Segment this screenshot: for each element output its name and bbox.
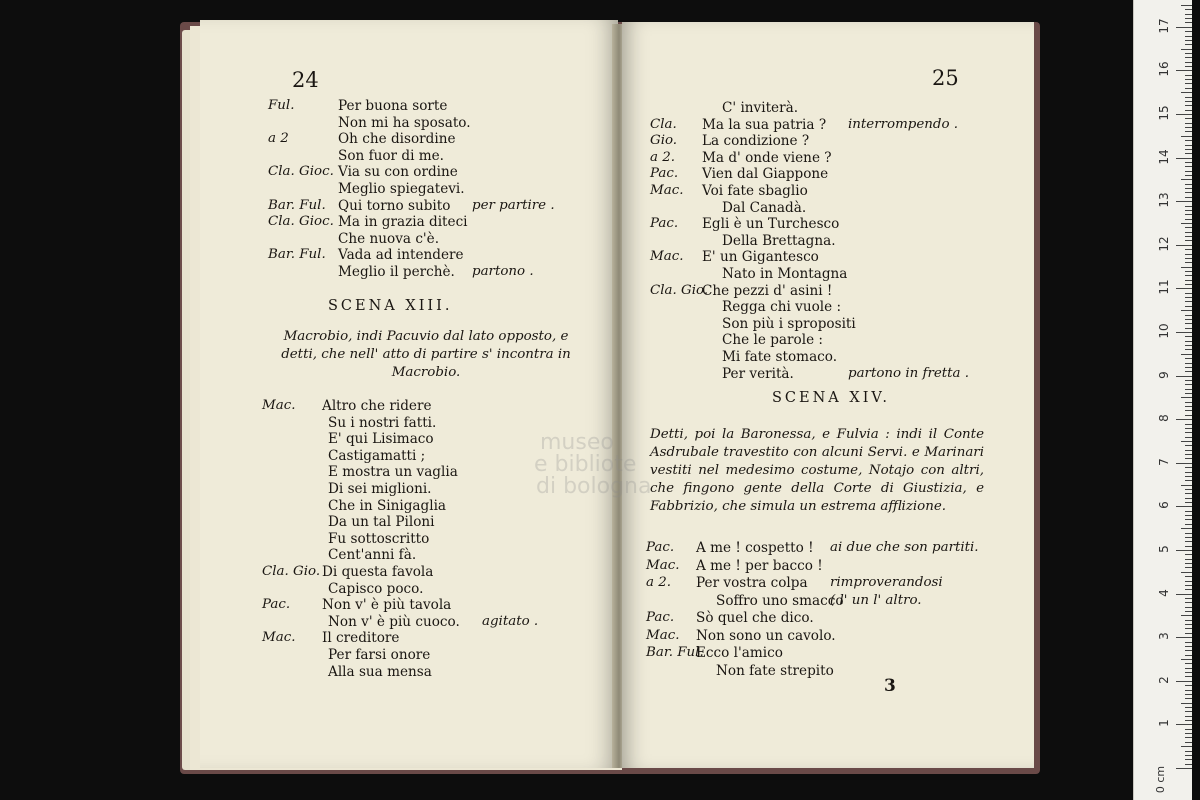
ruler-tick — [1185, 301, 1192, 302]
ruler-tick — [1185, 755, 1192, 756]
ruler-tick — [1185, 97, 1192, 98]
ruler-tick — [1185, 36, 1192, 37]
ruler-tick — [1185, 184, 1192, 185]
ruler-tick — [1185, 88, 1192, 89]
ruler-tick — [1185, 650, 1192, 651]
ruler-tick — [1181, 179, 1192, 180]
ruler-tick — [1176, 419, 1192, 420]
ruler-tick — [1185, 437, 1192, 438]
ruler-tick — [1185, 105, 1192, 106]
ruler-tick — [1185, 280, 1192, 281]
ruler-tick — [1185, 537, 1192, 538]
ruler-tick — [1181, 572, 1192, 573]
verse-line: Nato in Montagna — [722, 266, 848, 282]
verse-line: Non fate strepito — [716, 662, 834, 679]
ruler-tick — [1185, 733, 1192, 734]
ruler-number: 6 — [1157, 501, 1171, 510]
ruler-tick — [1185, 44, 1192, 45]
ruler-tick — [1185, 581, 1192, 582]
verse-line: Non v' è più tavola — [322, 597, 452, 614]
ruler-tick — [1185, 153, 1192, 154]
ruler-tick — [1185, 663, 1192, 664]
ruler-tick — [1185, 271, 1192, 272]
ruler-tick — [1185, 62, 1192, 63]
verse-line: Su i nostri fatti. — [328, 414, 437, 431]
ruler-tick — [1185, 101, 1192, 102]
ruler-tick — [1185, 410, 1192, 411]
ruler-tick — [1185, 345, 1192, 346]
speaker-label: Cla. Gioc. — [268, 164, 334, 180]
ruler-tick — [1185, 197, 1192, 198]
verse-line: Vada ad intendere — [338, 247, 464, 264]
ruler-tick — [1185, 406, 1192, 407]
verse-line: A me ! cospetto ! — [696, 540, 814, 556]
ruler-tick — [1185, 166, 1192, 167]
ruler-tick — [1181, 92, 1192, 93]
speaker-label: Mac. — [646, 627, 680, 643]
ruler-number: 4 — [1157, 588, 1171, 597]
ruler-tick — [1185, 123, 1192, 124]
verse-line: Che in Sinigaglia — [328, 497, 447, 514]
ruler-tick — [1181, 397, 1192, 398]
verse-line: Castigamatti ; — [328, 447, 426, 464]
ruler-tick — [1185, 559, 1192, 560]
right-page — [622, 22, 1034, 768]
ruler-tick — [1185, 14, 1192, 15]
verse-line: Per vostra colpa — [696, 575, 808, 591]
stage-direction-inline: ai due che son partiti. — [830, 540, 979, 555]
verse-line: Di sei miglioni. — [328, 481, 432, 497]
speaker-label: Mac. — [262, 398, 296, 413]
stage-direction-inline: agitato . — [482, 613, 539, 629]
verse-line: Egli è un Turchesco — [702, 216, 840, 233]
verse-line: Ecco l'amico — [696, 645, 783, 661]
ruler-tick — [1185, 493, 1192, 494]
ruler-tick — [1181, 703, 1192, 704]
ruler-tick — [1176, 550, 1192, 551]
ruler-tick — [1185, 127, 1192, 128]
ruler-tick — [1185, 698, 1192, 699]
ruler-tick — [1185, 589, 1192, 590]
ruler-tick — [1185, 258, 1192, 259]
ruler-tick — [1185, 611, 1192, 612]
stage-direction: Macrobio, indi Pacuvio dal lato opposto, e detti, che nell' atto di partire s' incontra in Macrobio. — [281, 329, 571, 380]
speaker-label: Cla. Gio. — [262, 564, 321, 579]
ruler-tick — [1185, 83, 1192, 84]
verse-line: Oh che disordine — [338, 131, 456, 148]
ruler-tick — [1185, 79, 1192, 80]
ruler-tick — [1176, 332, 1192, 333]
ruler-tick — [1185, 336, 1192, 337]
ruler-tick — [1185, 458, 1192, 459]
ruler-tick — [1185, 764, 1192, 765]
verse-line: Della Brettagna. — [722, 232, 836, 249]
ruler-tick — [1185, 175, 1192, 176]
speaker-label: Pac. — [646, 610, 675, 625]
verse-line: Non v' è più cuoco. — [328, 613, 460, 630]
ruler-tick — [1176, 27, 1192, 28]
speaker-label: Pac. — [650, 166, 679, 182]
verse-line: E' un Gigantesco — [702, 249, 819, 266]
speaker-label: Cla. Gio. — [650, 282, 709, 298]
verse-line: C' inviterà. — [722, 100, 799, 116]
ruler-tick — [1185, 511, 1192, 512]
verse-line: Via su con ordine — [338, 164, 458, 181]
ruler-tick — [1185, 262, 1192, 263]
verse-line: Capisco poco. — [328, 580, 424, 597]
ruler-tick — [1185, 716, 1192, 717]
stage-direction: Detti, poi la Baronessa, e Fulvia : indi il Conte Asdrubale travestito con alcuni Servi. e Marinari vestiti nel medesimo costume, Notajo con altri, che fingono gente della Corte di Giustizia, e Fabbrizio, che simula un estrema afflizione. — [650, 427, 984, 514]
speaker-label: Ful. — [268, 98, 295, 113]
ruler-tick — [1185, 40, 1192, 41]
ruler-number: 14 — [1157, 148, 1171, 165]
ruler-tick — [1185, 53, 1192, 54]
verse-line: Che nuova c'è. — [338, 230, 440, 247]
ruler-tick — [1185, 720, 1192, 721]
speaker-label: Bar. Ful. — [268, 197, 326, 213]
verse-line: Di questa favola — [322, 564, 434, 580]
speaker-label: Pac. — [262, 597, 291, 613]
ruler-tick — [1185, 341, 1192, 342]
ruler-tick — [1185, 567, 1192, 568]
verse-line: Regga chi vuole : — [722, 299, 842, 316]
ruler-tick — [1185, 694, 1192, 695]
verse-line: Ma d' onde viene ? — [702, 149, 832, 166]
verse-line: Son più i spropositi — [722, 315, 856, 332]
ruler-tick — [1176, 637, 1192, 638]
ruler-tick — [1185, 18, 1192, 19]
stage-direction-inline: interrompendo . — [848, 116, 959, 132]
ruler-tick — [1185, 576, 1192, 577]
verse-line: E mostra un vaglia — [328, 464, 458, 481]
verse-line: Vien dal Giappone — [702, 166, 829, 183]
page-number: 24 — [292, 68, 319, 92]
ruler-tick — [1185, 306, 1192, 307]
ruler-tick — [1185, 210, 1192, 211]
page-number: 25 — [932, 66, 959, 90]
ruler-tick — [1185, 284, 1192, 285]
ruler-tick — [1185, 541, 1192, 542]
ruler-tick — [1181, 528, 1192, 529]
stage-direction-inline: partono . — [472, 264, 534, 279]
ruler-tick — [1181, 310, 1192, 311]
ruler-tick — [1185, 428, 1192, 429]
verse-line: Mi fate stomaco. — [722, 349, 838, 365]
scene-heading: SCENA XIII. — [328, 298, 453, 314]
ruler-tick — [1185, 546, 1192, 547]
ruler-tick — [1185, 31, 1192, 32]
stage-direction-inline: per partire . — [472, 197, 555, 213]
ruler-tick — [1176, 245, 1192, 246]
watermark-line: e bibliote — [534, 452, 637, 477]
speaker-label: Mac. — [650, 183, 684, 198]
ruler-tick — [1185, 563, 1192, 564]
speaker-label: Cla. Gioc. — [268, 214, 334, 230]
ruler-number: 7 — [1157, 457, 1171, 466]
ruler-number: 5 — [1157, 545, 1171, 553]
ruler-number: 2 — [1157, 675, 1171, 684]
ruler-tick — [1185, 236, 1192, 237]
ruler-tick — [1185, 737, 1192, 738]
speaker-label: Mac. — [650, 249, 684, 265]
verse-line: Il creditore — [322, 630, 400, 647]
ruler-tick — [1176, 288, 1192, 289]
ruler-tick — [1185, 171, 1192, 172]
ruler-tick — [1185, 668, 1192, 669]
stage-direction-inline: partono in fretta . — [848, 365, 970, 381]
ruler-number: 16 — [1157, 61, 1171, 78]
ruler-tick — [1185, 707, 1192, 708]
verse-line: E' qui Lisimaco — [328, 431, 434, 448]
ruler-number: 8 — [1157, 414, 1171, 423]
ruler-tick — [1185, 57, 1192, 58]
ruler-tick — [1185, 607, 1192, 608]
ruler-tick — [1185, 367, 1192, 368]
ruler-tick — [1185, 110, 1192, 111]
ruler-tick — [1185, 554, 1192, 555]
ruler-number: 13 — [1157, 192, 1171, 208]
ruler-tick — [1176, 594, 1192, 595]
ruler-tick — [1185, 384, 1192, 385]
ruler-tick — [1185, 214, 1192, 215]
verse-line: Qui torno subito — [338, 197, 451, 214]
ruler-tick — [1185, 633, 1192, 634]
ruler-number: 11 — [1157, 279, 1171, 296]
verse-line: Sò quel che dico. — [696, 610, 814, 626]
ruler-tick — [1176, 506, 1192, 507]
speaker-label: Gio. — [650, 133, 678, 149]
watermark-line: museo — [540, 430, 614, 455]
speaker-label: Bar. Ful. — [268, 247, 326, 263]
ruler-tick — [1185, 533, 1192, 534]
ruler-tick — [1185, 293, 1192, 294]
ruler-tick — [1185, 349, 1192, 350]
ruler-tick — [1181, 5, 1192, 6]
verse-line: Alla sua mensa — [328, 663, 432, 680]
ruler-tick — [1185, 240, 1192, 241]
speaker-label: Pac. — [650, 216, 679, 232]
ruler-tick — [1185, 467, 1192, 468]
ruler-tick — [1185, 515, 1192, 516]
ruler-tick — [1185, 315, 1192, 316]
ruler-tick — [1185, 328, 1192, 329]
ruler-tick — [1181, 354, 1192, 355]
ruler-tick — [1176, 70, 1192, 71]
ruler-tick — [1181, 485, 1192, 486]
ruler-tick — [1185, 489, 1192, 490]
verse-line: Ma in grazia diteci — [338, 214, 468, 231]
ruler-tick — [1181, 223, 1192, 224]
ruler-tick — [1185, 480, 1192, 481]
ruler-tick — [1185, 297, 1192, 298]
ruler-tick — [1185, 454, 1192, 455]
ruler-tick — [1185, 232, 1192, 233]
signature-mark: 3 — [884, 676, 896, 696]
ruler-tick — [1185, 711, 1192, 712]
ruler-tick — [1185, 524, 1192, 525]
ruler-tick — [1185, 140, 1192, 141]
ruler-tick — [1181, 746, 1192, 747]
ruler-tick — [1185, 742, 1192, 743]
verse-line: La condizione ? — [702, 133, 810, 150]
ruler-tick — [1185, 227, 1192, 228]
verse-line: Ma la sua patria ? — [702, 116, 827, 133]
verse-line: Per verità. — [722, 365, 794, 382]
measuring-ruler — [1133, 0, 1192, 800]
ruler-tick — [1185, 162, 1192, 163]
ruler-tick — [1185, 192, 1192, 193]
ruler-tick — [1185, 685, 1192, 686]
verse-line: Per farsi onore — [328, 647, 431, 663]
ruler-tick — [1185, 642, 1192, 643]
verse-line: Cent'anni fà. — [328, 547, 417, 564]
ruler-tick — [1185, 145, 1192, 146]
speaker-label: Mac. — [646, 557, 680, 573]
ruler-number: 12 — [1157, 236, 1171, 252]
ruler-number: 10 — [1157, 323, 1171, 339]
left-page — [200, 20, 618, 768]
verse-line: Da un tal Piloni — [328, 514, 435, 531]
ruler-tick — [1181, 49, 1192, 50]
ruler-tick — [1185, 149, 1192, 150]
ruler-tick — [1185, 729, 1192, 730]
ruler-tick — [1181, 615, 1192, 616]
verse-line: Per buona sorte — [338, 98, 448, 114]
ruler-tick — [1185, 323, 1192, 324]
ruler-tick — [1185, 66, 1192, 67]
ruler-tick — [1185, 628, 1192, 629]
ruler-tick — [1185, 450, 1192, 451]
ruler-tick — [1185, 415, 1192, 416]
ruler-tick — [1181, 136, 1192, 137]
ruler-number: 3 — [1157, 632, 1171, 641]
library-watermark — [534, 430, 652, 499]
verse-line: Son fuor di me. — [338, 147, 444, 164]
ruler-tick — [1181, 659, 1192, 660]
verse-line: Altro che ridere — [322, 398, 432, 414]
verse-line: Dal Canadà. — [722, 199, 807, 216]
ruler-tick — [1185, 672, 1192, 673]
ruler-tick — [1185, 118, 1192, 119]
ruler-tick — [1176, 681, 1192, 682]
ruler-tick — [1185, 502, 1192, 503]
ruler-tick — [1185, 254, 1192, 255]
ruler-number: 1 — [1157, 719, 1171, 728]
ruler-tick — [1185, 188, 1192, 189]
ruler-tick — [1185, 75, 1192, 76]
ruler-tick — [1185, 676, 1192, 677]
ruler-tick — [1185, 380, 1192, 381]
watermark-line: di bologna — [536, 474, 652, 499]
ruler-tick — [1185, 371, 1192, 372]
ruler-tick — [1185, 602, 1192, 603]
verse-line: Meglio spiegatevi. — [338, 181, 465, 197]
ruler-tick — [1176, 724, 1192, 725]
speaker-label: a 2. — [650, 149, 676, 165]
ruler-tick — [1185, 620, 1192, 621]
ruler-tick — [1185, 598, 1192, 599]
ruler-tick — [1185, 319, 1192, 320]
stage-direction-inline: rimproverandosi — [830, 575, 943, 590]
ruler-tick — [1185, 131, 1192, 132]
speaker-label: a 2. — [646, 575, 672, 590]
verse-line: Voi fate sbaglio — [702, 183, 808, 199]
verse-line: Soffro uno smacco — [716, 592, 844, 609]
ruler-tick — [1185, 519, 1192, 520]
ruler-tick — [1185, 358, 1192, 359]
ruler-tick — [1181, 441, 1192, 442]
ruler-tick — [1185, 624, 1192, 625]
ruler-tick — [1185, 472, 1192, 473]
ruler-number: 17 — [1157, 18, 1171, 34]
ruler-tick — [1185, 22, 1192, 23]
speaker-label: a 2 — [268, 131, 289, 147]
ruler-tick — [1185, 424, 1192, 425]
ruler-tick — [1185, 445, 1192, 446]
ruler-tick — [1176, 114, 1192, 115]
ruler-tick — [1185, 206, 1192, 207]
verse-line: Meglio il perchè. — [338, 264, 455, 280]
ruler-tick — [1185, 655, 1192, 656]
ruler-tick — [1185, 432, 1192, 433]
ruler-tick — [1185, 585, 1192, 586]
speaker-label: Cla. — [650, 116, 677, 132]
speaker-label: Pac. — [646, 540, 675, 555]
verse-line: Che le parole : — [722, 332, 824, 349]
ruler-tick — [1176, 201, 1192, 202]
ruler-number: 9 — [1157, 370, 1171, 379]
verse-line: Non sono un cavolo. — [696, 627, 836, 644]
ruler-tick — [1185, 759, 1192, 760]
ruler-tick — [1185, 498, 1192, 499]
ruler-tick — [1185, 402, 1192, 403]
ruler-tick — [1185, 9, 1192, 10]
ruler-tick — [1185, 249, 1192, 250]
ruler-tick — [1185, 389, 1192, 390]
ruler-tick — [1185, 393, 1192, 394]
ruler-tick — [1185, 690, 1192, 691]
speaker-label: Bar. Ful. — [646, 645, 704, 660]
verse-line: Fu sottoscritto — [328, 530, 430, 547]
ruler-tick — [1185, 275, 1192, 276]
ruler-unit-label: 0 cm — [1153, 765, 1167, 794]
stage-direction-inline: ( l' un l' altro. — [830, 592, 922, 608]
ruler-tick — [1185, 646, 1192, 647]
ruler-tick — [1185, 476, 1192, 477]
ruler-tick — [1185, 363, 1192, 364]
ruler-tick — [1176, 768, 1192, 769]
ruler-tick — [1185, 219, 1192, 220]
verse-line: Non mi ha sposato. — [338, 114, 471, 131]
ruler-tick — [1181, 267, 1192, 268]
ruler-number: 15 — [1157, 105, 1171, 121]
verse-line: Che pezzi d' asini ! — [702, 282, 833, 299]
ruler-tick — [1176, 463, 1192, 464]
ruler-tick — [1176, 376, 1192, 377]
speaker-label: Mac. — [262, 630, 296, 646]
ruler-tick — [1176, 158, 1192, 159]
scene-heading: SCENA XIV. — [772, 390, 890, 406]
ruler-tick — [1185, 751, 1192, 752]
verse-line: A me ! per bacco ! — [696, 557, 823, 574]
